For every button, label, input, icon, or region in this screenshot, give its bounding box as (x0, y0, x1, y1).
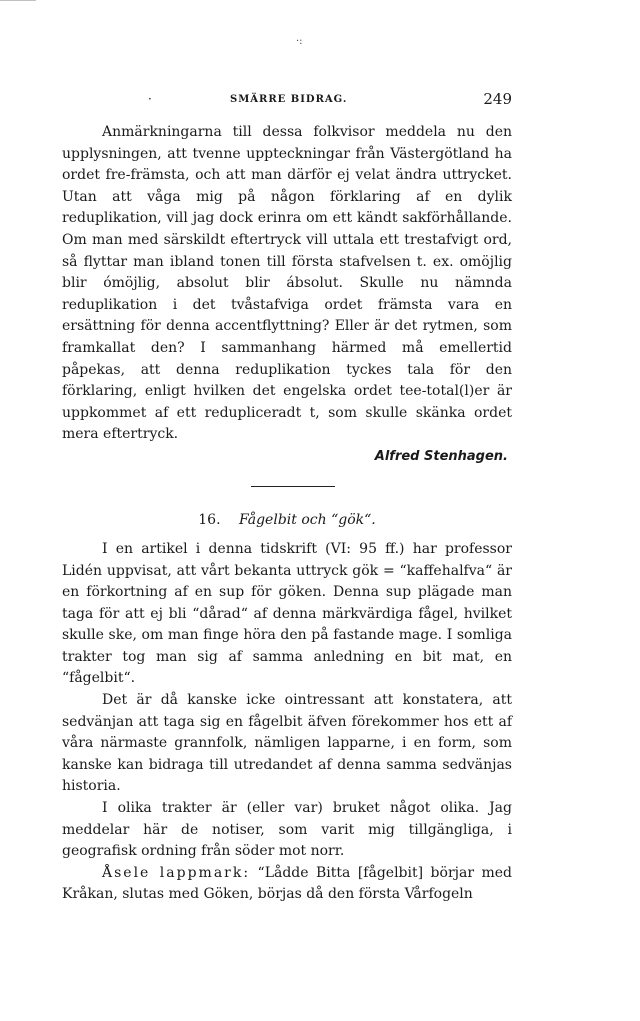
section-number: 16. (198, 511, 221, 528)
section-title: Fågelbit och “gök“. (238, 511, 376, 528)
scan-edge-line (0, 0, 36, 1)
body-paragraph-2: Det är då kanske icke ointressant att konstatera, att sedvänjan att taga sig en fågelbit äfven förekommer hos ett af våra närmaste grannfolk, nämligen lapparne, i en form, som kanske kan bidraga till utredandet af denna samma sedvänjas historia. (62, 692, 512, 795)
author-signature: Alfred Stenhagen. (374, 448, 508, 464)
running-header (62, 86, 512, 112)
ink-speck: ·: (296, 36, 303, 47)
place-name: Åsele lappmark: (102, 864, 251, 881)
page-number: 249 (483, 90, 512, 108)
section-heading (62, 509, 512, 531)
book-page (62, 86, 512, 906)
section-divider (251, 486, 335, 487)
quote-text: “Lådde Bitta [fågelbit] börjar med Kråkan, slutas med Göken, börjas då den första Vårfogeln (62, 864, 513, 903)
header-dot: · (148, 92, 152, 106)
body-paragraph-1: I en artikel i denna tidskrift (VI: 95 ff.) har professor Lidén uppvisat, att vårt bekanta uttryck gök = “kaffehalfva“ är en förkortning af en sup för göken. Denna sup plägade man taga för att ej bli “dårad“ af denna märkvärdiga fågel, hvilket skulle ske, om man finge höra den på fastande mage. I somliga trakter tog man sig af samma anledning en bit mat, en “fågelbit“. (62, 540, 512, 687)
body-paragraph-4 (62, 863, 512, 906)
article-closing-paragraph: Anmärkningarna till dessa folkvisor meddela nu den upplysningen, att tvenne uppteckningar från Västergötland ha ordet fre-främsta, och att man därför ej velat ändra uttrycket. Utan att våga mig på någon förklaring af en dylik reduplikation, vill jag dock erinra om ett kändt sakförhållande. Om man med särskildt eftertryck vill uttala ett trestafvigt ord, så flyttar man ibland tonen till första stafvelsen t. ex. omöjlig blir ómöjlig, absolut blir ábsolut. Skulle nu nämnda reduplikation i det tvåstafviga ordet främsta vara en ersättning för denna accentflyttning? Eller är det rytmen, som framkallat den? I sammanhang härmed må emellertid påpekas, att denna reduplikation tyckes tala för den förklaring, enligt hvilken det engelska ordet tee-total(l)er är uppkommet af ett redupliceradt t, som skulle skänka ordet mera eftertryck. (62, 124, 512, 443)
body-paragraph-3: I olika trakter är (eller var) bruket något olika. Jag meddelar här de notiser, som varit mig tillgängliga, i geografisk ordning från söder mot norr. (62, 800, 512, 860)
running-title: SMÄRRE BIDRAG. (230, 94, 348, 105)
